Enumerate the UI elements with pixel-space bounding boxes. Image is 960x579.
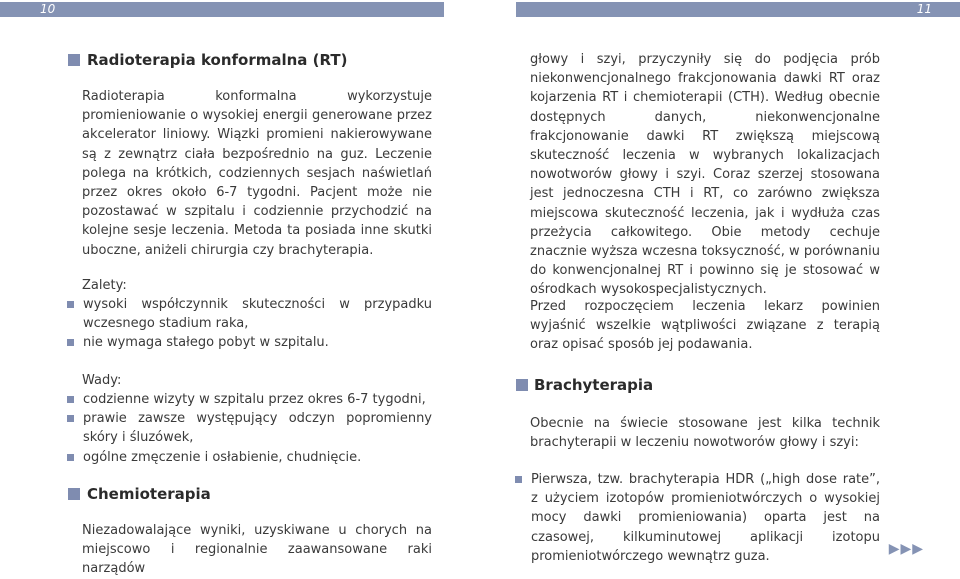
chemo-paragraph-block: [82, 521, 432, 579]
heading-square-icon: [516, 379, 528, 391]
brachy-list: [516, 470, 880, 566]
list-item: prawie zawsze występujący odczyn popromienny skóry i śluzówek,: [68, 409, 432, 447]
rt-paragraph-block: [82, 87, 432, 260]
heading-square-icon: [68, 488, 80, 500]
next-page-arrows-icon: ▶▶▶: [888, 541, 924, 557]
disadvantages-list: [68, 390, 432, 467]
list-item: nie wymaga stałego pobyt w szpitalu.: [68, 333, 432, 352]
right-page-number: 11: [916, 2, 932, 16]
list-item: ogólne zmęczenie i osłabienie, chudnięcie.: [68, 448, 432, 467]
brachy-paragraph: Obecnie na świecie stosowane jest kilka technik brachyterapii w leczeniu nowotworów głowy i szyi:: [530, 416, 880, 451]
advantages-label: Zalety:: [82, 278, 127, 293]
chemo-paragraph: Niezadowalające wyniki, uzyskiwane u chorych na miejscowo i regionalnie zaawansowane raki narządów: [82, 523, 432, 577]
list-item: codzienne wizyty w szpitalu przez okres 6-7 tygodni,: [68, 390, 432, 409]
left-page-header-bar: [0, 2, 444, 17]
chemo-heading: [68, 484, 211, 504]
brachy-heading-text: Brachyterapia: [534, 376, 654, 394]
chemo-heading-text: Chemioterapia: [87, 485, 211, 503]
rt-paragraph: Radioterapia konformalna wykorzystuje promieniowanie o wysokiej energii generowane przez akcelerator liniowy. Wiązki promieni nakierowywane są z zewnątrz ciała bezpośrednio na guz. Leczenie polega na krótkich, codziennych sesjach naświetlań przez okres około 6-7 tygodni. Pacjent może nie pozostawać w szpitalu i codziennie przychodzić na kolejne sesje leczenia. Metoda ta posiada inne skutki uboczne, aniżeli chirurgia czy brachyterapia.: [82, 89, 432, 258]
left-page-number: 10: [40, 2, 56, 16]
continuation-paragraph: głowy i szyi, przyczyniły się do podjęcia prób niekonwencjonalnego frakcjonowania dawki RT oraz kojarzenia RT i chemioterapii (CTH). Według obecnie dostępnych danych, niekonwencjonalne frakcjonowanie dawki RT zwiększą miejscową skuteczność leczenia w wybranych lokalizacjach nowotworów głowy i szyi. Coraz szerzej stosowana jest jednoczesna CTH i RT, co zarówno zwiększa miejscowa skuteczność leczenia, jak i wydłuża czas przeżycia całkowitego. Obie metody cechuje znacznie wyższa wczesna toksyczność, w porównaniu do konwencjonalnej RT i powinno się je stosować w ośrodkach wysokospecjalistycznych.: [530, 52, 880, 298]
doctor-paragraph: Przed rozpoczęciem leczenia lekarz powinien wyjaśnić wszelkie wątpliwości związane z terapią oraz opisać sposób jej podawania.: [530, 299, 880, 353]
rt-heading-text: Radioterapia konformalna (RT): [87, 51, 348, 69]
heading-square-icon: [68, 54, 80, 66]
continuation-paragraph-block: [530, 50, 880, 300]
list-item: wysoki współczynnik skuteczności w przypadku wczesnego stadium raka,: [68, 295, 432, 333]
right-page-header-bar: [516, 2, 960, 17]
brachy-paragraph-block: [530, 414, 880, 452]
list-item: Pierwsza, tzw. brachyterapia HDR („high dose rate”, z użyciem izotopów promieniotwórczych o wysokiej mocy dawki promieniowania) oparta jest na czasowej, kilkuminutowej aplikacji izotopu promieniotwórczego wewnątrz guza.: [516, 470, 880, 566]
brachy-heading: [516, 375, 653, 395]
disadvantages-label: Wady:: [82, 373, 122, 388]
rt-heading: [68, 50, 347, 70]
advantages-list: [68, 295, 432, 353]
doctor-paragraph-block: [530, 297, 880, 355]
